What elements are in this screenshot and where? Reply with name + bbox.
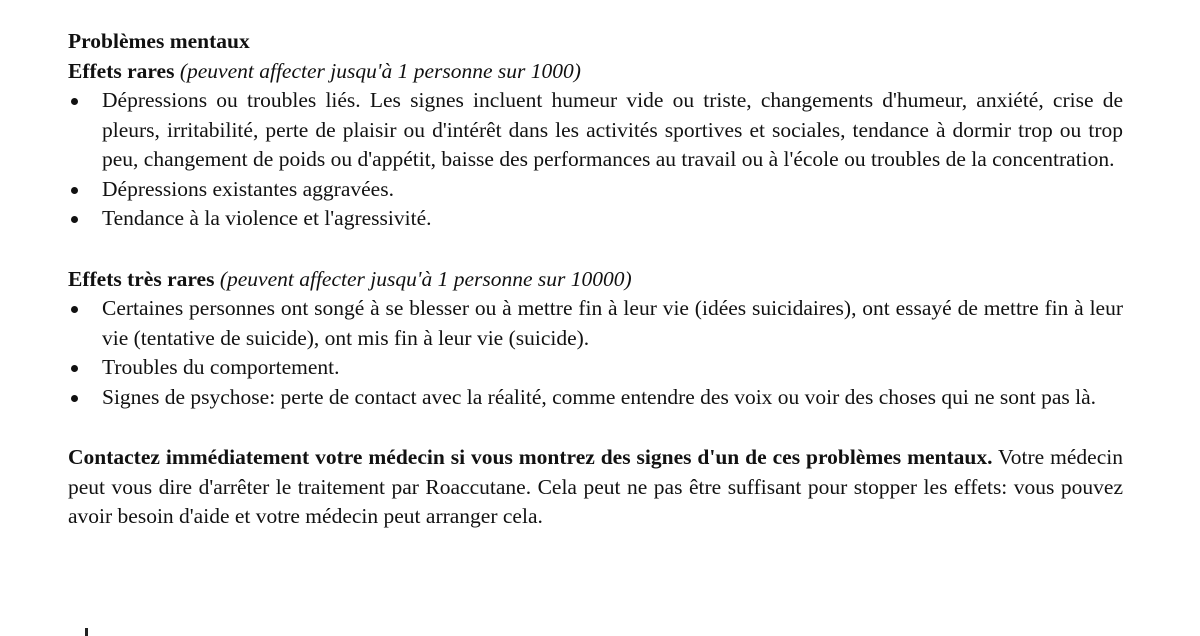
contact-warning: Contactez immédiatement votre médecin si vous montrez des signes d'un de ces problèmes mentaux. <box>68 445 993 469</box>
bullet-icon <box>71 216 78 223</box>
rare-effects-subheading <box>68 57 1123 87</box>
bullet-icon <box>71 395 78 402</box>
list-item-text: Signes de psychose: perte de contact avec la réalité, comme entendre des voix ou voir des choses qui ne sont pas là. <box>102 384 1097 409</box>
list-item-text: Dépressions ou troubles liés. Les signes incluent humeur vide ou triste, changements d'humeur, anxiété, crise de pleurs, irritabilité, perte de plaisir ou d'intérêt dans les activités sportives et sociales, tendance à dormir trop ou trop peu, changement de poids ou d'appétit, baisse des performances au travail ou à l'école ou troubles de la concentration. <box>102 88 1123 171</box>
very-rare-effects-label: Effets très rares <box>68 266 215 291</box>
list-item-text: Troubles du comportement. <box>102 355 340 379</box>
list-item-text: Tendance à la violence et l'agressivité. <box>102 206 432 230</box>
spacer <box>68 412 1123 443</box>
contact-text: Votre médecin peut vous dire d'arrêter le traitement par Roaccutane. Cela peut ne pas être suffisant pour stopper les effets: vous pouvez avoir besoin d'aide et votre médecin peut arranger cela. <box>68 445 1123 528</box>
document-page <box>68 27 1123 532</box>
list-item <box>68 86 1123 175</box>
bullet-icon <box>71 98 78 105</box>
contact-paragraph <box>68 443 1123 532</box>
bullet-icon <box>71 187 78 194</box>
list-item-text: Certaines personnes ont songé à se blesser ou à mettre fin à leur vie (idées suicidaires), ont essayé de mettre fin à leur vie (tentative de suicide), ont mis fin à leur vie (suicide). <box>102 296 1123 350</box>
very-rare-effects-list <box>68 294 1123 412</box>
spacer <box>68 234 1123 265</box>
very-rare-effects-subheading <box>68 265 1123 295</box>
list-item-text: Dépressions existantes aggravées. <box>102 176 394 201</box>
list-item <box>68 175 1123 205</box>
list-item <box>68 204 1123 234</box>
list-item <box>68 353 1123 383</box>
very-rare-effects-note: (peuvent affecter jusqu'à 1 personne sur 10000) <box>219 266 632 291</box>
cut-off-glyph <box>80 628 94 636</box>
rare-effects-label: Effets rares <box>68 58 175 83</box>
list-item <box>68 294 1123 353</box>
bullet-icon <box>71 306 78 313</box>
bullet-icon <box>71 365 78 372</box>
section-title: Problèmes mentaux <box>68 29 250 53</box>
rare-effects-list <box>68 86 1123 234</box>
rare-effects-note: (peuvent affecter jusqu'à 1 personne sur 1000) <box>179 58 581 83</box>
list-item <box>68 383 1123 413</box>
